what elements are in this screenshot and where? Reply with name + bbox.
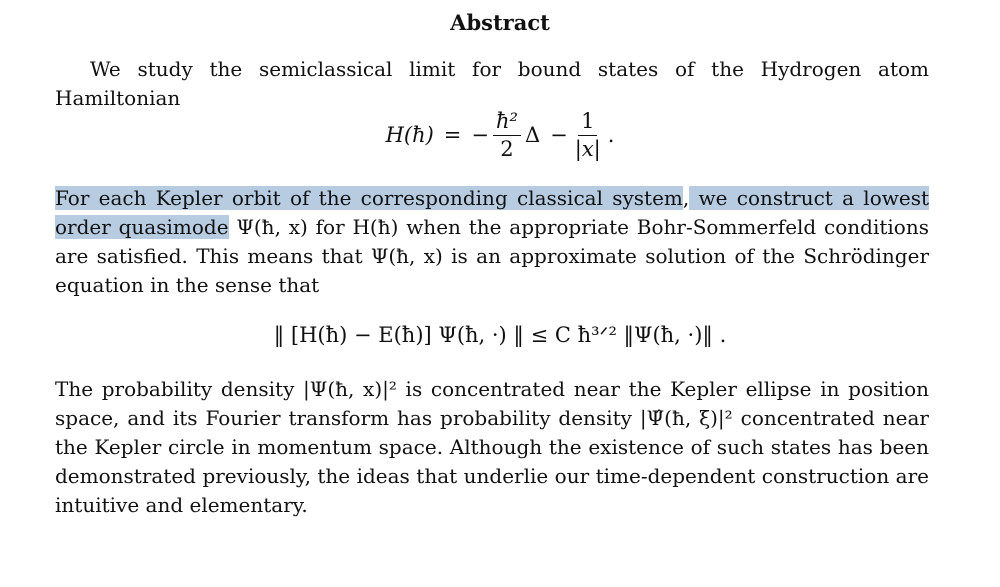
p2-comma: , [682,186,690,210]
hamiltonian-equation[interactable] [0,100,1000,170]
eq1-fraction-hbar [493,108,521,163]
abstract-intro-paragraph[interactable]: We study the semiclassical limit for bound states of the Hydrogen atom Hamiltonian [55,57,929,110]
eq1-frac2-numerator: 1 [578,108,597,136]
eq1-lhs: H(ħ) [385,123,434,147]
eq1-frac2-denominator: |x| [574,136,601,161]
eq1-minus-2: − [550,123,568,147]
p2-rest-text: Ψ(ħ, x) for H(ħ) when the appropriate Bohr-Sommerfeld conditions are satisfied. This means that Ψ(ħ, x) is an approximate solution of the Schrödinger equation in the sense that [55,215,929,297]
abstract-title: Abstract [450,10,550,35]
highlighted-text-2[interactable]: we construct a lowest order quasimode [55,186,929,239]
eq1-fraction-coulomb [572,108,604,163]
eq1-frac1-numerator: ħ² [493,108,521,136]
probability-density-paragraph[interactable]: The probability density |Ψ(ħ, x)|² is concentrated near the Kepler ellipse in position space, and its Fourier transform has probability density |Ψ̂(ħ, ξ)|² concentrated near the Kepler circle in momentum space. Although the existence of such states has been demonstrated previously, the ideas that underlie our time-dependent construction are intuitive and elementary. [55,377,929,517]
eq1-laplacian: Δ [524,123,541,147]
highlighted-text-1[interactable]: For each Kepler orbit of the corresponding classical system [55,186,683,210]
eq1-period: . [607,123,615,147]
quasimode-paragraph[interactable] [55,184,929,300]
eq1-minus-1: − [471,123,490,147]
eq1-frac1-denominator: 2 [500,136,514,161]
eq1-equals: = [443,123,462,147]
quasimode-estimate-equation[interactable]: ‖ [H(ħ) − E(ħ)] Ψ(ħ, ·) ‖ ≤ C ħ³ᐟ² ‖Ψ(ħ, ·)‖ . [273,323,727,347]
